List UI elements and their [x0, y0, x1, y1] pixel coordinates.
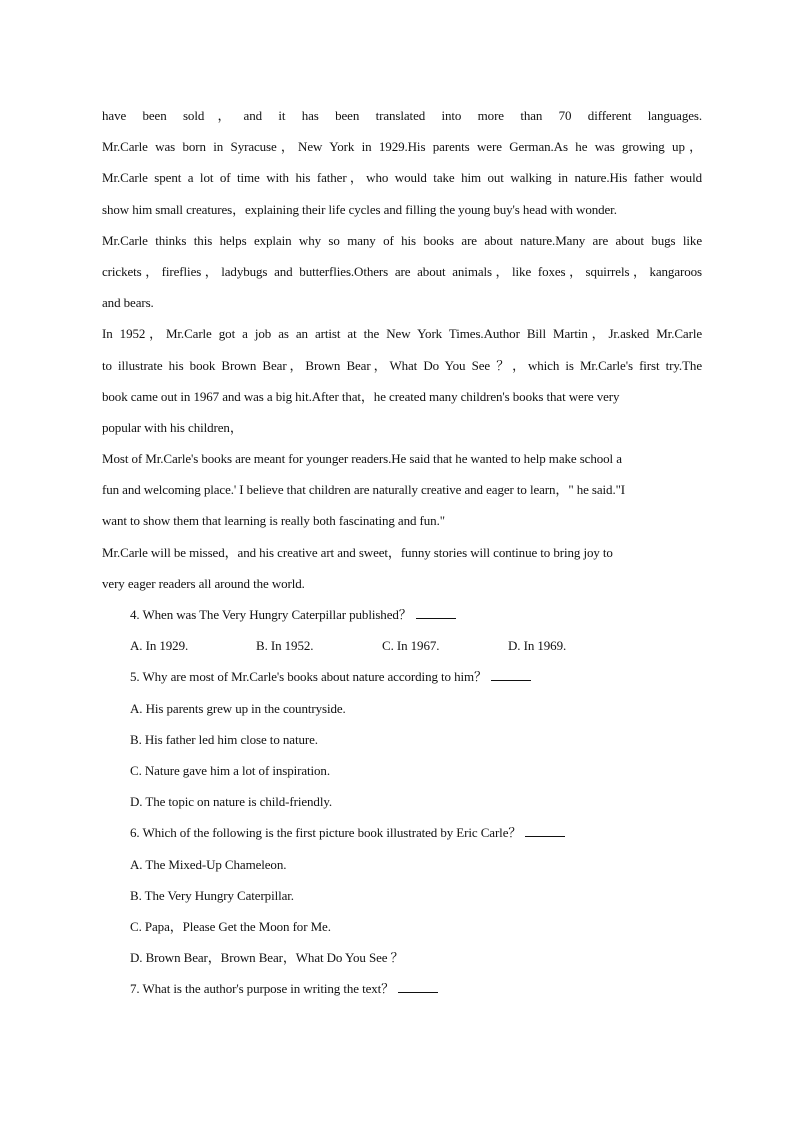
option-b[interactable]: B. The Very Hungry Caterpillar. — [130, 887, 294, 903]
question-7 — [102, 973, 702, 1004]
passage-line: very eager readers all around the world. — [102, 575, 305, 591]
option-b[interactable]: B. In 1952. — [256, 638, 314, 654]
answer-blank[interactable] — [398, 979, 438, 993]
question-6-stem: 6. Which of the following is the first picture book illustrated by Eric Carle？ — [130, 825, 522, 841]
passage-line: In 1952，Mr.Carle got a job as an artist at the New York Times.Author Bill Martin，Jr.asked Mr.Carle — [102, 326, 702, 342]
question-4-stem: 4. When was The Very Hungry Caterpillar published？ — [130, 607, 412, 622]
option-a[interactable]: A. The Mixed-Up Chameleon. — [130, 856, 287, 872]
option-d[interactable]: D. The topic on nature is child-friendly. — [130, 794, 333, 810]
question-4-options — [102, 630, 702, 661]
question-5 — [102, 661, 702, 692]
passage-line: Mr.Carle spent a lot of time with his father，who would take him out walking in nature.His father would — [102, 170, 702, 186]
answer-blank[interactable] — [416, 605, 456, 619]
passage-line: to illustrate his book Brown Bear，Brown Bear，What Do You See ？，which is Mr.Carle's first try.The — [102, 357, 702, 373]
passage-line: Mr.Carle thinks this helps explain why so many of his books are about nature.Many are about bugs like — [102, 232, 702, 248]
option-c[interactable]: C. Papa，Please Get the Moon for Me. — [130, 918, 331, 934]
passage-line: and bears. — [102, 295, 154, 311]
option-b[interactable]: B. His father led him close to nature. — [130, 731, 318, 747]
question-5-stem: 5. Why are most of Mr.Carle's books about nature according to him？ — [130, 669, 487, 685]
passage-line: crickets，fireflies，ladybugs and butterflies.Others are about animals，like foxes，squirrels，kangaroos — [102, 263, 702, 279]
passage-line: have been sold，and it has been translated into more than 70 different languages. — [102, 108, 702, 123]
option-d[interactable]: D. In 1969. — [508, 638, 567, 654]
passage-line: show him small creatures，explaining their life cycles and filling the young buy's head with wonder. — [102, 201, 617, 217]
option-c[interactable]: C. Nature gave him a lot of inspiration. — [130, 762, 330, 778]
option-c[interactable]: C. In 1967. — [382, 638, 440, 654]
option-a[interactable]: A. His parents grew up in the countryside. — [130, 700, 346, 716]
question-6 — [102, 817, 702, 848]
question-7-stem: 7. What is the author's purpose in writing the text？ — [130, 981, 395, 997]
passage-line: popular with his children， — [102, 419, 243, 435]
passage-line: book came out in 1967 and was a big hit.After that，he created many children's books that were very — [102, 388, 620, 404]
answer-blank[interactable] — [525, 823, 565, 837]
answer-blank[interactable] — [491, 667, 531, 681]
passage-line: Most of Mr.Carle's books are meant for younger readers.He said that he wanted to help make school a — [102, 451, 622, 467]
passage-line: Mr.Carle will be missed，and his creative art and sweet，funny stories will continue to bring joy to — [102, 544, 613, 560]
page-content — [102, 100, 702, 1004]
option-a[interactable]: A. In 1929. — [130, 638, 189, 654]
option-d[interactable]: D. Brown Bear，Brown Bear，What Do You See ？ — [130, 950, 404, 966]
passage-line: fun and welcoming place.' I believe that children are naturally creative and eager to learn，" he said."I — [102, 482, 626, 498]
question-4 — [102, 599, 702, 630]
passage-line: want to show them that learning is really both fascinating and fun." — [102, 513, 445, 529]
passage-line: Mr.Carle was born in Syracuse，New York in 1929.His parents were German.As he was growing up， — [102, 139, 702, 155]
